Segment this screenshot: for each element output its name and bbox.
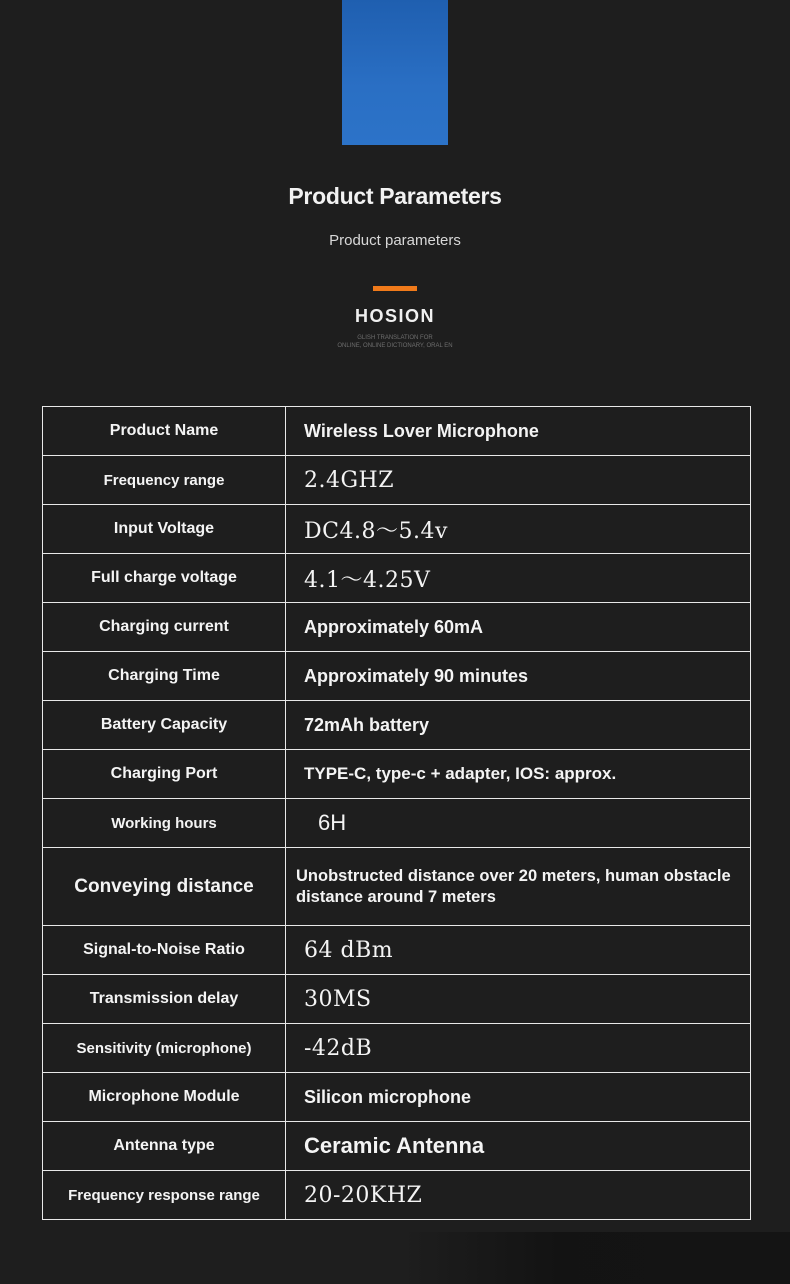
param-value: Approximately 90 minutes [286,652,751,701]
param-value: 2.4GHZ [286,456,751,505]
param-label: Sensitivity (microphone) [43,1024,286,1073]
param-label: Charging Time [43,652,286,701]
table-row [43,848,751,926]
param-label: Frequency response range [43,1171,286,1220]
accent-divider [373,286,417,291]
param-value: Ceramic Antenna [286,1122,751,1171]
page-subtitle: Product parameters [329,232,461,249]
param-label: Working hours [43,799,286,848]
table-row [43,407,751,456]
param-value: 72mAh battery [286,701,751,750]
param-label: Battery Capacity [43,701,286,750]
parameters-table [42,406,751,1220]
param-value: 6H [286,799,751,848]
table-row [43,1073,751,1122]
param-label: Full charge voltage [43,554,286,603]
table-row [43,652,751,701]
table-row [43,975,751,1024]
param-label: Frequency range [43,456,286,505]
table-row [43,1024,751,1073]
brand-name: HOSION [354,306,435,326]
table-row [43,799,751,848]
bottom-shadow [400,1232,790,1284]
param-label: Charging current [43,603,286,652]
page-title: Product Parameters [288,183,502,209]
brand-note-line: GLISH TRANSLATION FOR [357,335,433,341]
table-row [43,554,751,603]
table-row [43,750,751,799]
param-label: Input Voltage [43,505,286,554]
brand-note [0,334,790,350]
table-row [43,505,751,554]
hero-image-block [342,0,448,145]
param-value: 30MS [286,975,751,1024]
param-value: Wireless Lover Microphone [286,407,751,456]
param-value: 20-20KHZ [286,1171,751,1220]
param-label: Transmission delay [43,975,286,1024]
param-value: DC4.8～5.4v [286,505,751,554]
param-value: 4.1～4.25V [286,554,751,603]
table-row [43,1122,751,1171]
param-label: Conveying distance [43,848,286,926]
param-label: Antenna type [43,1122,286,1171]
table-row [43,1171,751,1220]
param-label: Microphone Module [43,1073,286,1122]
param-value: Approximately 60mA [286,603,751,652]
table-row [43,456,751,505]
table-row [43,603,751,652]
param-label: Product Name [43,407,286,456]
param-value: Silicon microphone [286,1073,751,1122]
param-value: 64 dBm [286,926,751,975]
brand-note-line: ONLINE, ONLINE DICTIONARY, ORAL EN [337,343,453,349]
table-row [43,926,751,975]
param-value: -42dB [286,1024,751,1073]
param-label: Charging Port [43,750,286,799]
param-value: Unobstructed distance over 20 meters, human obstacle distance around 7 meters [286,848,751,926]
param-value: TYPE-C, type-c + adapter, IOS: approx. [286,750,751,799]
table-row [43,701,751,750]
param-label: Signal-to-Noise Ratio [43,926,286,975]
